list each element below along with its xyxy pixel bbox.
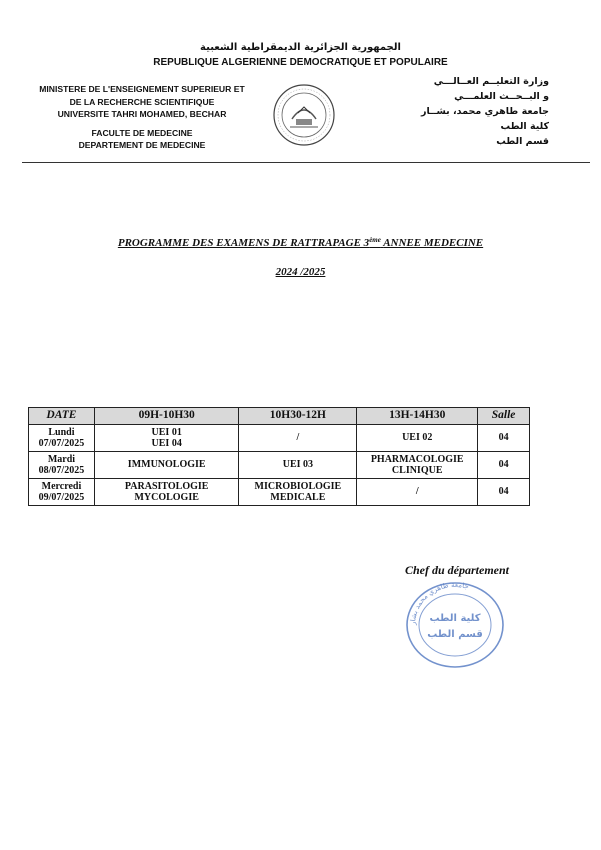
room-cell: 04 bbox=[478, 452, 530, 479]
department-line: DEPARTEMENT DE MEDECINE bbox=[78, 140, 206, 150]
column-header-slot-1: 09H-10H30 bbox=[94, 408, 239, 425]
table-row bbox=[29, 425, 530, 452]
day-name: Mardi bbox=[47, 453, 76, 465]
stamp-faculty-text: كلية الطب bbox=[429, 613, 481, 624]
ministry-line-ar-1: وزارة التعليــم العــالـــي bbox=[433, 76, 549, 87]
exam-module: MYCOLOGIE bbox=[134, 492, 199, 503]
exam-module: MEDICALE bbox=[270, 492, 326, 503]
table-header-row bbox=[29, 408, 530, 425]
room-cell: 04 bbox=[478, 425, 530, 452]
column-header-date: DATE bbox=[29, 408, 95, 425]
day-name: Mercredi bbox=[41, 480, 82, 492]
column-header-room: Salle bbox=[478, 408, 530, 425]
slot-1-cell bbox=[94, 425, 239, 452]
exam-module: PARASITOLOGIE bbox=[124, 480, 209, 492]
header-divider bbox=[22, 162, 590, 163]
slot-3-cell bbox=[357, 479, 478, 506]
header-arabic-republic: الجمهورية الجزائرية الديمقراطية الشعبية bbox=[200, 42, 401, 53]
header-french-block bbox=[22, 83, 262, 152]
exam-module: UEI 03 bbox=[282, 459, 314, 471]
column-header-slot-3: 13H-14H30 bbox=[357, 408, 478, 425]
exam-module: UEI 02 bbox=[402, 432, 433, 444]
date-value: 09/07/2025 bbox=[38, 492, 85, 503]
slot-3-cell bbox=[357, 452, 478, 479]
slot-3-cell bbox=[357, 425, 478, 452]
ministry-line-ar-2: و البــحــث العلمـــي bbox=[454, 91, 549, 102]
ministry-line-2: DE LA RECHERCHE SCIENTIFIQUE bbox=[69, 96, 215, 107]
slot-2-cell bbox=[239, 479, 357, 506]
title-prefix: PROGRAMME DES EXAMENS DE RATTRAPAGE 3 bbox=[117, 237, 370, 249]
department-stamp-icon bbox=[400, 575, 510, 670]
department-line-ar: قسم الطب bbox=[496, 136, 549, 147]
date-cell bbox=[29, 479, 95, 506]
slot-1-cell bbox=[94, 479, 239, 506]
day-name: Lundi bbox=[48, 426, 75, 438]
title-suffix: ANNEE MEDECINE bbox=[383, 237, 484, 249]
exam-module: UEI 04 bbox=[151, 438, 182, 449]
ministry-line-1: MINISTERE DE L'ENSEIGNEMENT SUPERIEUR ET bbox=[39, 84, 245, 94]
exam-module: MICROBIOLOGIE bbox=[254, 480, 342, 492]
faculty-line: FACULTE DE MEDECINE bbox=[91, 127, 193, 138]
header-arabic-block bbox=[389, 74, 549, 149]
faculty-line-ar: كلية الطب bbox=[500, 121, 549, 132]
slot-1-cell bbox=[94, 452, 239, 479]
table-row bbox=[29, 479, 530, 506]
column-header-slot-2: 10H30-12H bbox=[239, 408, 357, 425]
exam-module: / bbox=[415, 486, 419, 498]
university-line-ar: جامعة طاهري محمد، بشــار bbox=[420, 106, 549, 117]
stamp-department-text: قسم الطب bbox=[427, 629, 483, 640]
exam-module: / bbox=[296, 432, 300, 444]
university-line: UNIVERSITE TAHRI MOHAMED, BECHAR bbox=[57, 109, 227, 119]
room-cell: 04 bbox=[478, 479, 530, 506]
exam-module: CLINIQUE bbox=[391, 465, 443, 476]
header-french-republic: REPUBLIQUE ALGERIENNE DEMOCRATIQUE ET POPULAIRE bbox=[153, 57, 448, 68]
exam-schedule-table bbox=[28, 407, 530, 506]
date-cell bbox=[29, 452, 95, 479]
slot-2-cell bbox=[239, 452, 357, 479]
date-value: 08/07/2025 bbox=[38, 465, 85, 476]
exam-module: IMMUNOLOGIE bbox=[127, 459, 206, 471]
title-superscript: ème bbox=[369, 236, 381, 244]
stamp-arc-text: جامعة طاهري محمد بشار bbox=[408, 580, 470, 626]
academic-year: 2024 /2025 bbox=[275, 266, 326, 278]
date-cell bbox=[29, 425, 95, 452]
slot-2-cell bbox=[239, 425, 357, 452]
table-row bbox=[29, 452, 530, 479]
date-value: 07/07/2025 bbox=[38, 438, 85, 449]
document-title bbox=[0, 236, 601, 249]
exam-module: UEI 01 bbox=[151, 426, 182, 438]
university-logo-icon bbox=[272, 83, 336, 147]
signature-label: Chef du département bbox=[405, 563, 509, 577]
exam-module: PHARMACOLOGIE bbox=[370, 453, 464, 465]
